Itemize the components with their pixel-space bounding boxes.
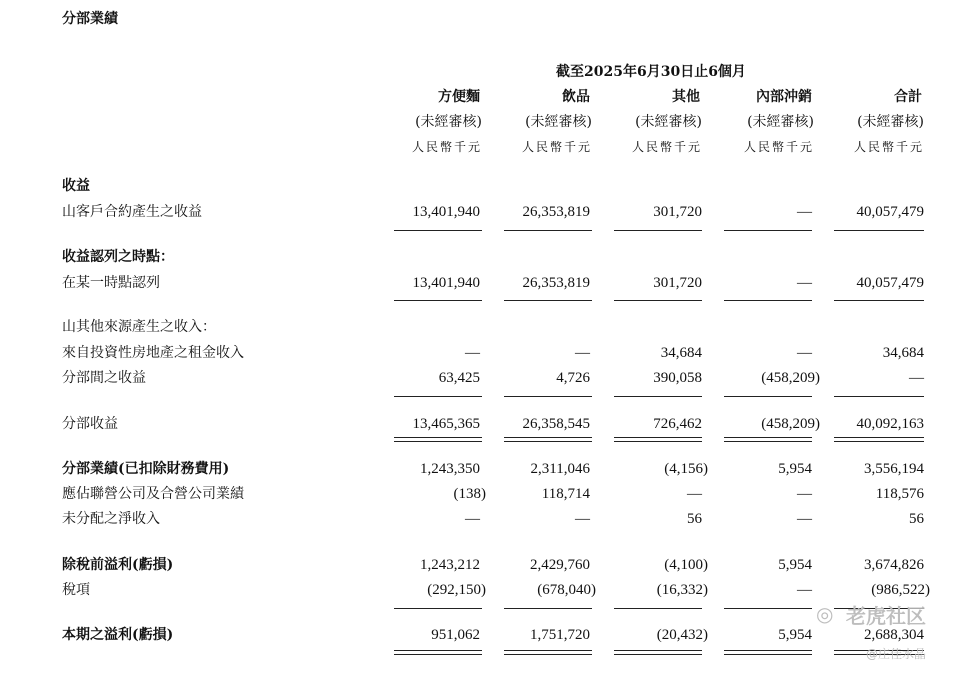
table-cell: 4,726 [556,370,590,386]
table-cell: 40,057,479 [856,204,924,220]
column-unit: 人民幣千元 [631,140,702,154]
table-cell: — [797,582,812,598]
row-label: 山客戶合約產生之收益 [62,204,202,220]
table-cell: (458,209) [761,416,820,432]
table-cell: — [575,511,590,527]
table-cell: — [797,486,812,502]
table-cell: 13,401,940 [412,275,480,291]
table-cell: 2,688,304 [864,627,924,643]
column-name: 其他 [672,89,700,105]
table-cell: 13,401,940 [412,204,480,220]
row-label: 收益認列之時點： [62,249,174,265]
table-cell: (4,100) [664,557,708,573]
row-label: 分部間之收益 [62,370,146,386]
column-unit: 人民幣千元 [411,140,482,154]
table-cell: — [797,275,812,291]
watermark-line2: @庄佳水晶 [866,647,927,661]
watermark-logo-icon: ◎ [816,602,834,626]
table-cell: 5,954 [778,461,812,477]
table-cell: 34,684 [882,345,924,361]
column-unit: 人民幣千元 [853,140,924,154]
column-name: 合計 [894,89,922,105]
table-cell: 40,092,163 [856,416,924,432]
table-cell: 56 [909,511,924,527]
table-cell: (292,150) [427,582,486,598]
row-label: 稅項 [62,582,90,598]
table-cell: 63,425 [438,370,480,386]
table-cell: 390,058 [653,370,702,386]
column-audit-note: (未經審核) [857,114,924,130]
column-name: 內部沖銷 [756,89,812,105]
row-label: 除稅前溢利(虧損) [62,557,174,573]
table-cell: 56 [687,511,702,527]
table-cell: — [687,486,702,502]
table-cell: 726,462 [653,416,702,432]
row-label: 來自投資性房地產之租金收入 [62,345,244,361]
table-cell: — [465,345,480,361]
row-label: 本期之溢利(虧損) [62,627,174,643]
row-label: 在某一時點認列 [62,275,160,291]
row-label: 收益 [62,178,90,194]
row-label: 山其他來源產生之收入： [62,319,216,335]
table-cell: (138) [453,486,486,502]
column-unit: 人民幣千元 [743,140,814,154]
table-cell: (986,522) [871,582,930,598]
table-cell: — [465,511,480,527]
table-cell: (20,432) [656,627,708,643]
table-cell: 951,062 [431,627,480,643]
section-title: 分部業績 [62,11,118,27]
table-cell: (458,209) [761,370,820,386]
table-cell: 1,243,212 [420,557,480,573]
column-audit-note: (未經審核) [525,114,592,130]
table-cell: 34,684 [660,345,702,361]
table-cell: — [575,345,590,361]
table-cell: 5,954 [778,627,812,643]
table-cell: — [797,345,812,361]
table-cell: 3,674,826 [864,557,924,573]
table-cell: 301,720 [653,275,702,291]
table-cell: 26,353,819 [522,275,590,291]
row-label: 未分配之淨收入 [62,511,160,527]
table-cell: 5,954 [778,557,812,573]
column-audit-note: (未經審核) [747,114,814,130]
table-cell: — [797,511,812,527]
table-cell: (678,040) [537,582,596,598]
table-cell: — [797,204,812,220]
watermark-line1: 老虎社区 [846,604,926,628]
table-cell: — [909,370,924,386]
period-header: 截至2025年6月30日止6個月 [556,64,746,80]
table-cell: 3,556,194 [864,461,924,477]
table-cell: 1,751,720 [530,627,590,643]
table-cell: 26,358,545 [522,416,590,432]
table-cell: 26,353,819 [522,204,590,220]
table-cell: 2,429,760 [530,557,590,573]
table-cell: 1,243,350 [420,461,480,477]
table-cell: 118,576 [875,486,924,502]
table-cell: 13,465,365 [412,416,480,432]
table-cell: 301,720 [653,204,702,220]
table-cell: 40,057,479 [856,275,924,291]
table-cell: 118,714 [541,486,590,502]
column-audit-note: (未經審核) [415,114,482,130]
table-cell: (16,332) [656,582,708,598]
column-unit: 人民幣千元 [521,140,592,154]
row-label: 分部收益 [62,416,118,432]
table-cell: 2,311,046 [530,461,590,477]
row-label: 分部業績(已扣除財務費用) [62,461,230,477]
row-label: 應佔聯營公司及合營公司業績 [62,486,244,502]
table-cell: (4,156) [664,461,708,477]
column-name: 方便麵 [438,89,480,105]
column-audit-note: (未經審核) [635,114,702,130]
column-name: 飲品 [562,89,590,105]
